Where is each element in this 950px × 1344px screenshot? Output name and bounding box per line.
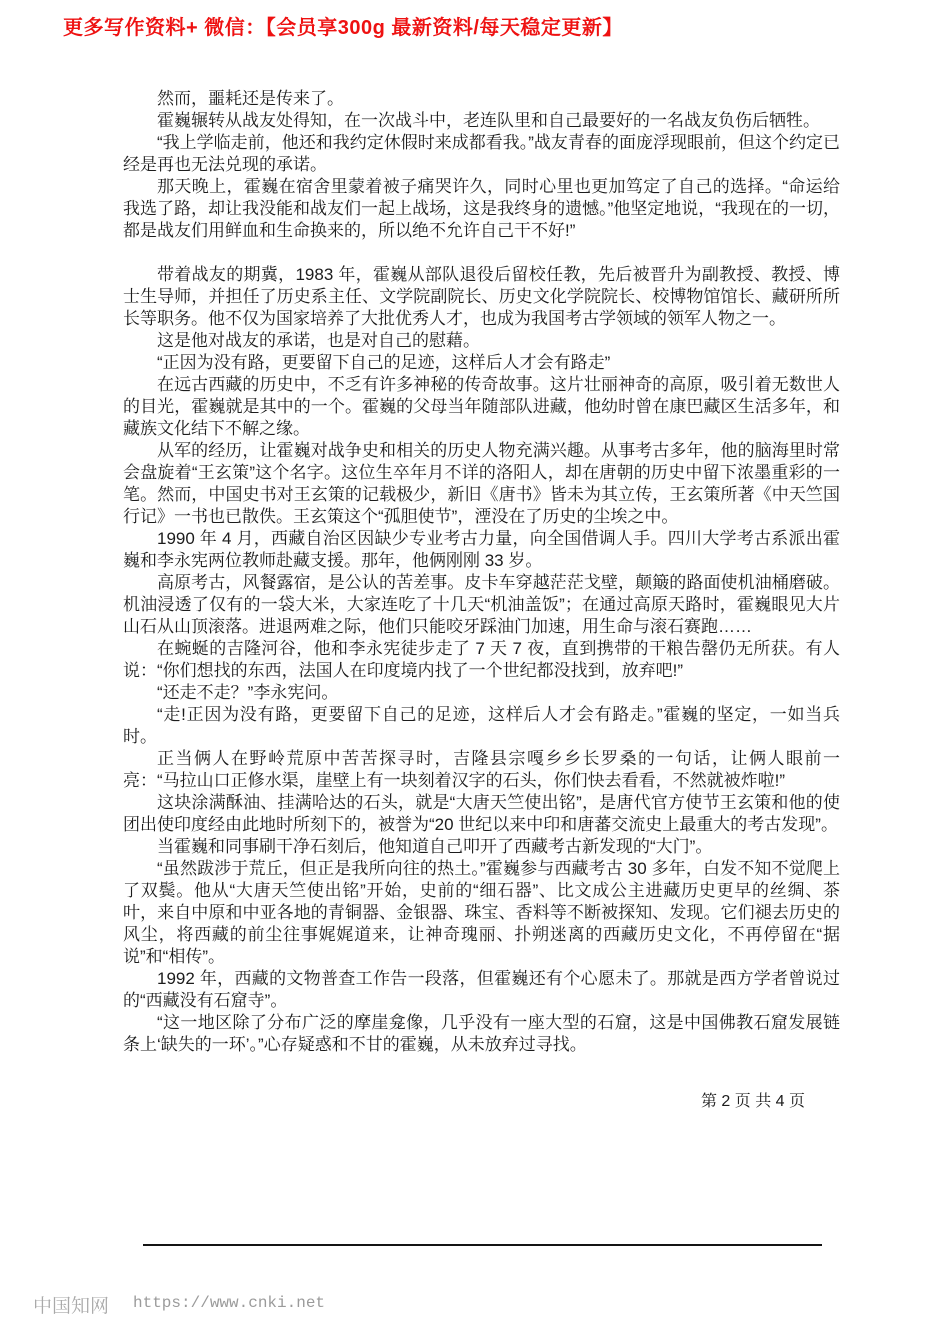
paragraph: “走!正因为没有路，更要留下自己的足迹，这样后人才会有路走。”霍巍的坚定，一如当兵时。 xyxy=(123,705,840,746)
paragraph: “这一地区除了分布广泛的摩崖龛像，几乎没有一座大型的石窟，这是中国佛教石窟发展链条上‘缺失的一环’。”心存疑惑和不甘的霍巍，从未放弃过寻找。 xyxy=(123,1013,840,1054)
page-number: 第 2 页 共 4 页 xyxy=(700,1093,805,1110)
paragraph: 当霍巍和同事刷干净石刻后，他知道自己叩开了西藏考古新发现的“大门”。 xyxy=(157,837,713,856)
paragraph: 带着战友的期冀，1983 年，霍巍从部队退役后留校任教，先后被晋升为副教授、教授、博士生导师，并担任了历史系主任、文学院副院长、历史文化学院院长、校博物馆馆长、藏研所所长等职务。他不仅为国家培养了大批优秀人才，也成为我国考古学领域的领军人物之一。 xyxy=(123,265,840,328)
cnki-watermark: 中国知网 xyxy=(33,1296,110,1317)
cnki-url: https://www.cnki.net xyxy=(133,1294,326,1312)
paragraph: 1990 年 4 月，西藏自治区因缺少专业考古力量，向全国借调人手。四川大学考古系派出霍巍和李永宪两位教师赴藏支援。那年，他俩刚刚 33 岁。 xyxy=(123,529,840,570)
paragraph: “正因为没有路，更要留下自己的足迹，这样后人才会有路走” xyxy=(157,353,611,372)
footer-divider xyxy=(143,1244,822,1246)
paragraph: 然而，噩耗还是传来了。 xyxy=(157,89,344,108)
paragraph: 这块涂满酥油、挂满哈达的石头，就是“大唐天竺使出铭”，是唐代官方使节王玄策和他的使团出使印度经由此地时所刻下的，被誉为“20 世纪以来中印和唐蕃交流史上最重大的考古发现”。 xyxy=(123,793,840,834)
paragraph: 这是他对战友的承诺，也是对自己的慰藉。 xyxy=(157,331,480,350)
document-body xyxy=(123,88,840,1056)
paragraph: 在远古西藏的历史中，不乏有许多神秘的传奇故事。这片壮丽神奇的高原，吸引着无数世人的目光，霍巍就是其中的一个。霍巍的父母当年随部队进藏，他幼时曾在康巴藏区生活多年，和藏族文化结下不解之缘。 xyxy=(123,375,840,438)
paragraph: 在蜿蜒的吉隆河谷，他和李永宪徒步走了 7 天 7 夜，直到携带的干粮告罄仍无所获。有人说：“你们想找的东西，法国人在印度境内找了一个世纪都没找到，放弃吧!” xyxy=(123,639,840,680)
paragraph: “还走不走？”李永宪问。 xyxy=(157,683,339,702)
paragraph: 霍巍辗转从战友处得知，在一次战斗中，老连队里和自己最要好的一名战友负伤后牺牲。 xyxy=(157,111,820,130)
paragraph: 高原考古，风餐露宿，是公认的苦差事。皮卡车穿越茫茫戈壁，颠簸的路面使机油桶磨破。机油浸透了仅有的一袋大米，大家连吃了十几天“机油盖饭”；在通过高原天路时，霍巍眼见大片山石从山顶滚落。进退两难之际，他们只能咬牙踩油门加速，用生命与滚石赛跑…… xyxy=(123,573,840,636)
paragraph: 正当俩人在野岭荒原中苦苦探寻时，吉隆县宗嘎乡乡长罗桑的一句话，让俩人眼前一亮：“马拉山口正修水渠，崖壁上有一块刻着汉字的石头，你们快去看看，不然就被炸啦!” xyxy=(123,749,840,790)
paragraph: 1992 年，西藏的文物普查工作告一段落，但霍巍还有个心愿未了。那就是西方学者曾说过的“西藏没有石窟寺”。 xyxy=(123,969,840,1010)
paragraph: 从军的经历，让霍巍对战争史和相关的历史人物充满兴趣。从事考古多年，他的脑海里时常会盘旋着“王玄策”这个名字。这位生卒年月不详的洛阳人，却在唐朝的历史中留下浓墨重彩的一笔。然而，中国史书对王玄策的记载极少，新旧《唐书》皆未为其立传，王玄策所著《中天竺国行记》一书也已散佚。王玄策这个“孤胆使节”，湮没在了历史的尘埃之中。 xyxy=(123,441,840,526)
promo-banner-text: 更多写作资料+ 微信：【会员享300g 最新资料/每天稳定更新】 xyxy=(63,17,623,39)
paragraph: “我上学临走前，他还和我约定休假时来成都看我。”战友青春的面庞浮现眼前，但这个约定已经是再也无法兑现的承诺。 xyxy=(123,133,840,174)
paragraph: “虽然跋涉于荒丘，但正是我所向往的热土。”霍巍参与西藏考古 30 多年，白发不知不觉爬上了双鬓。他从“大唐天竺使出铭”开始，史前的“细石器”、比文成公主进藏历史更早的丝绸、茶叶，来自中原和中亚各地的青铜器、金银器、珠宝、香料等不断被探知、发现。它们褪去历史的风尘，将西藏的前尘往事娓娓道来，让神奇瑰丽、扑朔迷离的西藏历史文化，不再停留在“据说”和“相传”。 xyxy=(123,859,840,966)
paragraph: 那天晚上，霍巍在宿舍里蒙着被子痛哭许久，同时心里也更加笃定了自己的选择。“命运给我选了路，却让我没能和战友们一起上战场，这是我终身的遗憾。”他坚定地说，“我现在的一切，都是战友们用鲜血和生命换来的，所以绝不允许自己干不好!” xyxy=(123,177,840,240)
